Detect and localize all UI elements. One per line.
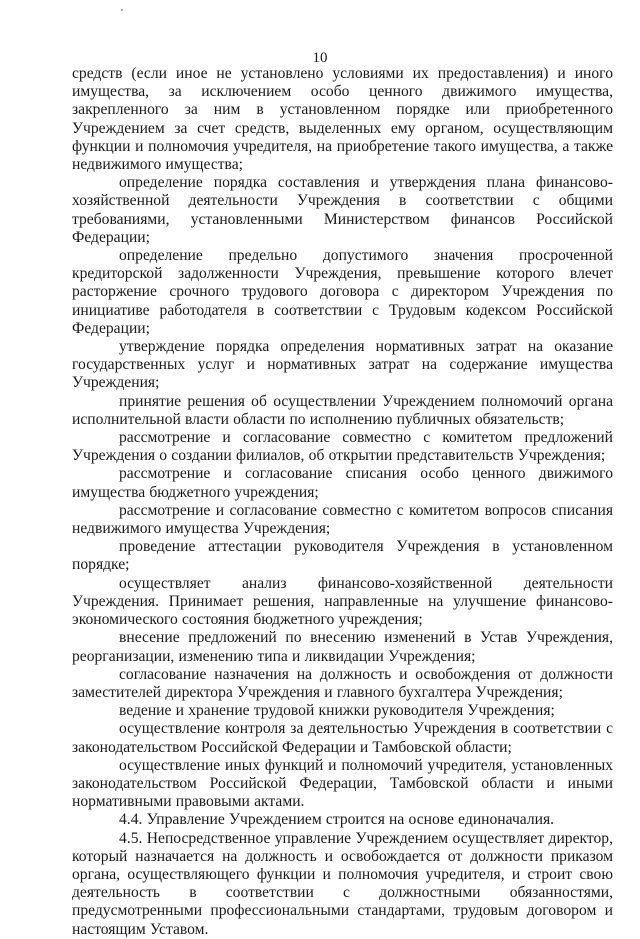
paragraph-immovable-writeoff: рассмотрение и согласование совместно с комитетом вопросов списания недвижимого имущества Учреждения; <box>72 501 613 538</box>
paragraph-fhd-plan: определение порядка составления и утверждения плана финансово-хозяйственной деятельности Учреждения в соответствии с общими требованиями, установленными Министерством финансов Российской Федерации; <box>72 174 613 246</box>
paragraph-overdue-debt: определение предельно допустимого значения просроченной кредиторской задолженности Учреждения, превышение которого влечет расторжение срочного трудового договора с директором Учреждения по инициативе работодателя в соответствии с Трудовым кодексом Российской Федерации; <box>72 247 613 337</box>
paragraph-charter-changes: внесение предложений по внесению изменений в Устав Учреждения, реорганизации, изменению типа и ликвидации Учреждения; <box>72 629 613 665</box>
body-text <box>72 65 613 939</box>
paragraph-section-4-4: 4.4. Управление Учреждением строится на основе единоначалия. <box>119 811 555 829</box>
paragraph-work-book: ведение и хранение трудовой книжки руководителя Учреждения; <box>119 702 555 720</box>
paragraph-normative-costs: утверждение порядка определения нормативных затрат на оказание государственных услуг и нормативных затрат на содержание имущества Учреждения; <box>72 338 613 392</box>
paragraph-public-obligations: принятие решения об осуществлении Учреждением полномочий органа исполнительной власти области по исполнению публичных обязательств; <box>72 392 613 428</box>
scan-speck <box>121 9 123 11</box>
page-number: 10 <box>312 50 328 66</box>
paragraph-attestation: проведение аттестации руководителя Учреждения в установленном порядке; <box>72 538 613 574</box>
paragraph-financial-analysis: осуществляет анализ финансово-хозяйственной деятельности Учреждения. Принимает решения, направленные на улучшение финансово-экономического состояния бюджетного учреждения; <box>72 574 613 629</box>
paragraph-movable-writeoff: рассмотрение и согласование списания особо ценного движимого имущества бюджетного учреждения; <box>72 465 613 501</box>
paragraph-property-sources: средств (если иное не установлено условиями их предоставления) и иного имущества, за исключением особо ценного движимого имущества, закрепленного за ним в установленном порядке или приобретенного Учреждением за счет средств, выделенных ему органом, осуществляющим функции и полномочия учредителя, на приобретение такого имущества, а также недвижимого имущества; <box>72 65 613 174</box>
paragraph-deputies-appointment: согласование назначения на должность и освобождения от должности заместителей директора Учреждения и главного бухгалтера Учреждения; <box>72 665 613 701</box>
paragraph-branches: рассмотрение и согласование совместно с комитетом предложений Учреждения о создании филиалов, об открытии представительств Учреждения; <box>72 429 613 465</box>
paragraph-control: осуществление контроля за деятельностью Учреждения в соответствии с законодательством Российской Федерации и Тамбовской области; <box>72 720 613 756</box>
paragraph-other-functions: осуществление иных функций и полномочий учредителя, установленных законодательством Российской Федерации, Тамбовской области и иными нормативными правовыми актами. <box>72 756 613 811</box>
paragraph-section-4-5: 4.5. Непосредственное управление Учреждением осуществляет директор, который назначается на должность и освобождается от должности приказом органа, осуществляющего функции и полномочия учредителя, и строит свою деятельность в соответствии с должностными обязанностями, предусмотренными профессиональными стандартами, трудовым договором и настоящим Уставом. <box>72 829 613 938</box>
